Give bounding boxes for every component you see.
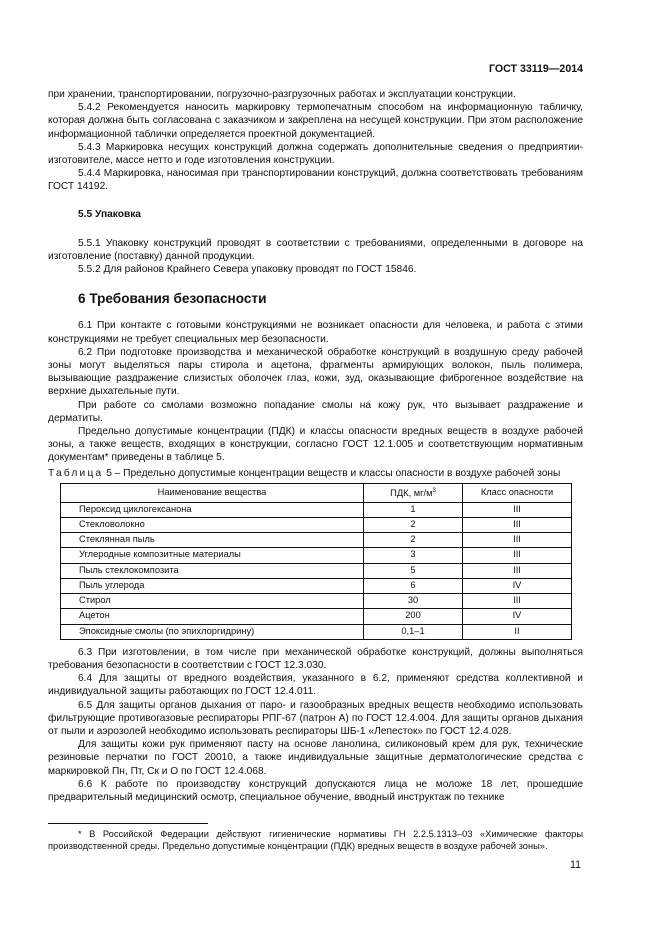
paragraph: 6.5 Для защиты органов дыхания от паро- и газообразных вредных веществ необходимо использовать фильтрующие противогазовые респираторы РПГ-67 (патрон А) по ГОСТ 12.4.004. Для защиты органов дыхания от пыли и аэрозолей необходимо использовать респираторы ШБ-1 «Лепесток» по ГОСТ 12.4.028.	[48, 699, 583, 737]
paragraph: 5.4.2 Рекомендуется наносить маркировку термопечатным способом на информационную табличку, которая должна быть согласована с заказчиком и закреплена на несущей конструкции. При этом расположение информационной таблички определяется проектной документацией.	[48, 102, 583, 140]
cell-mac: 0,1–1	[364, 624, 463, 639]
cell-substance: Эпоксидные смолы (по эпихлоргидрину)	[61, 624, 364, 639]
cell-mac: 6	[364, 578, 463, 593]
footnote-divider	[48, 823, 208, 824]
cell-mac: 2	[364, 518, 463, 533]
column-header-mac-text: ПДК, мг/м	[390, 487, 433, 498]
table-row	[61, 533, 572, 548]
cell-hazard-class: II	[463, 624, 572, 639]
section-heading-6: 6 Требования безопасности	[78, 291, 267, 307]
page-number: 11	[570, 859, 581, 871]
paragraph: 6.2 При подготовке производства и механической обработке конструкций в воздушную среду рабочей зоны могут выделяться пары стирола и ацетона, фрагменты армирующих волокон, пыль полимера, вызывающие раздражение слизистых оболочек глаз, кожи, зуд, оказывающие фиброгенное воздействие на верхние дыхательные пути.	[48, 346, 583, 398]
cell-mac: 1	[364, 502, 463, 517]
paragraph: 5.5.1 Упаковку конструкций проводят в соответствии с требованиями, определенными в договоре на изготовление (поставку) данной продукции.	[48, 237, 583, 263]
paragraph: 6.4 Для защиты от вредного воздействия, указанного в 6.2, применяют средства коллективной и индивидуальной защиты работающих по ГОСТ 12.4.011.	[48, 673, 583, 698]
table-row	[61, 563, 572, 578]
table-row	[61, 502, 572, 517]
cell-hazard-class: III	[463, 548, 572, 563]
table-row	[61, 624, 572, 639]
cell-mac: 30	[364, 594, 463, 609]
cell-mac: 200	[364, 609, 463, 624]
cell-hazard-class: III	[463, 594, 572, 609]
page-body	[48, 88, 583, 804]
table-body	[61, 502, 572, 639]
table-caption-text: 5 – Предельно допустимые концентрации веществ и классы опасности в воздухе рабочей зоны	[106, 467, 561, 479]
cell-substance: Пыль углерода	[61, 578, 364, 593]
cell-mac: 2	[364, 533, 463, 548]
cell-hazard-class: III	[463, 502, 572, 517]
unit-superscript: 3	[432, 487, 436, 494]
column-header-mac	[364, 483, 463, 502]
footnote: * В Российской Федерации действуют гигиенические нормативы ГН 2.2.5.1313–03 «Химические факторы производственной среды. Предельно допустимые концентрации (ПДК) вредных веществ в воздухе рабочей зоны».	[48, 829, 583, 851]
cell-substance: Стекловолокно	[61, 518, 364, 533]
table-row	[61, 518, 572, 533]
column-header-hazard-class: Класс опасности	[463, 483, 572, 502]
paragraph: 5.4.3 Маркировка несущих конструкций должна содержать дополнительные сведения о предприятии-изготовителе, массе нетто и годе изготовления конструкции.	[48, 141, 583, 167]
cell-hazard-class: III	[463, 518, 572, 533]
paragraph: 6.6 К работе по производству конструкций допускаются лица не моложе 18 лет, прошедшие предварительный медицинский осмотр, специальное обучение, вводный инструктаж по технике	[48, 778, 583, 803]
standard-header: ГОСТ 33119—2014	[489, 63, 583, 75]
cell-substance: Пероксид циклогексанона	[61, 502, 364, 517]
cell-mac: 5	[364, 563, 463, 578]
paragraph: При работе со смолами возможно попадание смолы на кожу рук, что вызывает раздражение и дерматиты.	[48, 399, 583, 424]
cell-mac: 3	[364, 548, 463, 563]
cell-substance: Стеклянная пыль	[61, 533, 364, 548]
cell-substance: Ацетон	[61, 609, 364, 624]
paragraph: 5.5.2 Для районов Крайнего Севера упаковку проводят по ГОСТ 15846.	[78, 264, 417, 276]
paragraph: Для защиты кожи рук применяют пасту на основе ланолина, силиконовый крем для рук, технические резиновые перчатки по ГОСТ 20010, а также индивидуальные защитные дерматологические средства с маркировкой Пн, Пт, Ск и О по ГОСТ 12.4.068.	[48, 739, 583, 777]
paragraph: 5.4.4 Маркировка, наносимая при транспортировании конструкций, должна соответствовать требованиям ГОСТ 14192.	[48, 168, 583, 193]
table-row	[61, 548, 572, 563]
cell-hazard-class: IV	[463, 609, 572, 624]
column-header-substance: Наименование вещества	[61, 483, 364, 502]
paragraph: 6.1 При контакте с готовыми конструкциями не возникает опасности для человека, и работа с этими конструкциями не требует специальных мер безопасности.	[48, 320, 583, 345]
paragraph: при хранении, транспортировании, погрузочно-разгрузочных работах и эксплуатации конструкции.	[48, 89, 516, 100]
table-header-row	[61, 483, 572, 502]
cell-hazard-class: IV	[463, 578, 572, 593]
table-row	[61, 609, 572, 624]
cell-hazard-class: III	[463, 563, 572, 578]
section-heading-5-5: 5.5 Упаковка	[78, 208, 141, 220]
cell-substance: Стирол	[61, 594, 364, 609]
paragraph: 6.3 При изготовлении, в том числе при механической обработке конструкций, должны выполняться требования безопасности в соответствии с ГОСТ 12.3.030.	[48, 646, 583, 671]
table-row	[61, 578, 572, 593]
table-caption	[48, 467, 583, 480]
hazard-table	[60, 483, 572, 640]
cell-substance: Углеродные композитные материалы	[61, 548, 364, 563]
paragraph: Предельно допустимые концентрации (ПДК) и классы опасности вредных веществ в воздухе рабочей зоны, а также веществ, входящих в конструкции, согласно ГОСТ 12.1.005 и соответствующим нормативным документам* приведены в таблице 5.	[48, 426, 583, 464]
cell-substance: Пыль стеклокомпозита	[61, 563, 364, 578]
cell-hazard-class: III	[463, 533, 572, 548]
table-row	[61, 594, 572, 609]
table-caption-label: Таблица	[48, 467, 104, 479]
